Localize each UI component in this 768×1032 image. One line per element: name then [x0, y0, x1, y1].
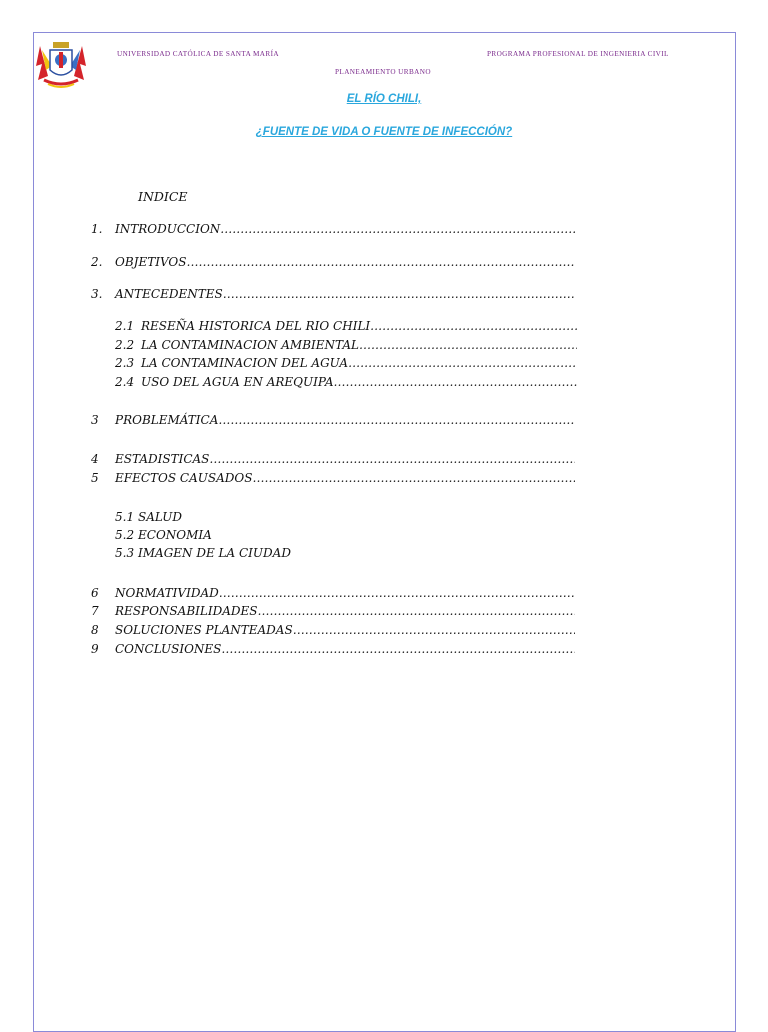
toc-subentry: [115, 527, 577, 543]
toc-number: 6: [91, 586, 99, 600]
toc-subentry: [115, 545, 577, 561]
toc-title: PROBLEMÁTICA ………………………………………………………………………………………………………………………………………………: [115, 412, 575, 428]
header-course: PLANEAMIENTO URBANO: [335, 68, 431, 76]
toc-title: INTRODUCCION ………………………………………………………………………………………………………………………………………………: [115, 221, 575, 237]
toc-entry: [91, 622, 575, 638]
toc-number: 5.3: [115, 546, 135, 560]
toc-entry: [91, 286, 575, 302]
university-crest-logo: [34, 36, 88, 92]
toc-title: RESPONSABILIDADES ………………………………………………………………………………………………………………………………………………: [115, 603, 575, 619]
toc-subentry: [115, 374, 577, 390]
toc-number: 2.2: [115, 338, 135, 352]
toc-title: LA CONTAMINACION DEL AGUA ………………………………………………………………………………………………………………………………………………: [141, 355, 577, 371]
toc-title: OBJETIVOS ………………………………………………………………………………………………………………………………………………: [115, 254, 575, 270]
toc-number: 2.4: [115, 375, 135, 389]
toc-title: SOLUCIONES PLANTEADAS ………………………………………………………………………………………………………………………………………………: [115, 622, 575, 638]
toc-number: 3: [91, 413, 99, 427]
toc-title: NORMATIVIDAD ………………………………………………………………………………………………………………………………………………: [115, 585, 575, 601]
toc-title: EFECTOS CAUSADOS ………………………………………………………………………………………………………………………………………………: [115, 470, 575, 486]
toc-number: 5.1: [115, 510, 135, 524]
toc-subentry: [115, 318, 577, 334]
toc-entry: [91, 603, 575, 619]
toc-number: 2.3: [115, 356, 135, 370]
toc-number: 8: [91, 623, 99, 637]
toc-entry: [91, 641, 575, 657]
toc-number: 9: [91, 642, 99, 656]
toc-title: ECONOMIA: [138, 528, 212, 542]
toc-entry: [91, 451, 575, 467]
toc-subentry: [115, 355, 577, 371]
toc-title: USO DEL AGUA EN AREQUIPA ………………………………………………………………………………………………………………………………………………: [141, 374, 577, 390]
document-subtitle: ¿FUENTE DE VIDA O FUENTE DE INFECCIÓN?: [255, 126, 513, 138]
toc-number: 4: [91, 452, 99, 466]
document-title: EL RÍO CHILI,: [346, 93, 422, 105]
toc-title: CONCLUSIONES ………………………………………………………………………………………………………………………………………………: [115, 641, 575, 657]
toc-entry: [91, 585, 575, 601]
toc-title: ESTADISTICAS ………………………………………………………………………………………………………………………………………………: [115, 451, 575, 467]
toc-title: RESEÑA HISTORICA DEL RIO CHILI ………………………………………………………………………………………………………………………………………………: [141, 318, 577, 334]
toc-number: 2.: [91, 255, 103, 269]
toc-title: IMAGEN DE LA CIUDAD: [138, 546, 291, 560]
toc-title: LA CONTAMINACION AMBIENTAL ………………………………………………………………………………………………………………………………………………: [141, 337, 577, 353]
header-university: UNIVERSIDAD CATÓLICA DE SANTA MARÍA: [117, 50, 279, 58]
toc-entry: [91, 221, 575, 237]
toc-subentry: [115, 509, 577, 525]
toc-number: 2.1: [115, 319, 135, 333]
toc-entry: [91, 254, 575, 270]
toc-title: SALUD: [138, 510, 182, 524]
toc-number: 5.2: [115, 528, 135, 542]
toc-entry: [91, 470, 575, 486]
toc-number: 3.: [91, 287, 103, 301]
toc-number: 1.: [91, 222, 103, 236]
toc-number: 7: [91, 604, 99, 618]
header-program: PROGRAMA PROFESIONAL DE INGENIERIA CIVIL: [487, 50, 669, 58]
index-heading: INDICE: [138, 189, 188, 204]
toc-entry: [91, 412, 575, 428]
toc-title: ANTECEDENTES ………………………………………………………………………………………………………………………………………………: [115, 286, 575, 302]
toc-number: 5: [91, 471, 99, 485]
toc-subentry: [115, 337, 577, 353]
